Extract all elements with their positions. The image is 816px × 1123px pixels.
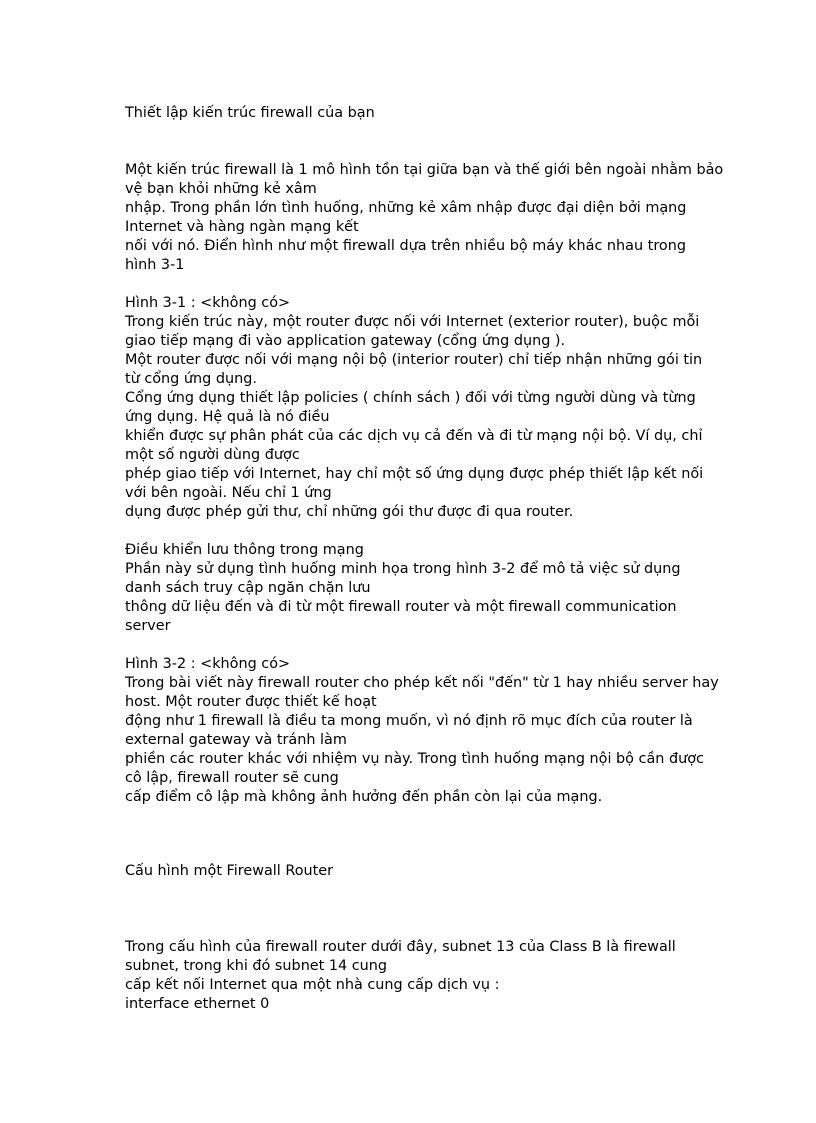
text-line: danh sách truy cập ngăn chặn lưu bbox=[125, 580, 371, 596]
text-line: phiền các router khác với nhiệm vụ này. Trong tình huống mạng nội bộ cần được bbox=[125, 751, 704, 767]
text-line: từ cổng ứng dụng. bbox=[125, 371, 257, 387]
text-line: host. Một router được thiết kế hoạt bbox=[125, 694, 377, 710]
text-line: khiển được sự phân phát của các dịch vụ cả đến và đi từ mạng nội bộ. Ví dụ, chỉ bbox=[125, 428, 703, 444]
text-line: Phần này sử dụng tình huống minh họa trong hình 3-2 để mô tả việc sử dụng bbox=[125, 561, 681, 577]
text-line: một số người dùng được bbox=[125, 447, 300, 463]
text-line: động như 1 firewall là điều ta mong muốn, vì nó định rõ mục đích của router là bbox=[125, 713, 693, 729]
text-line: Cổng ứng dụng thiết lập policies ( chính sách ) đối với từng người dùng và từng bbox=[125, 390, 696, 406]
text-line: server bbox=[125, 618, 171, 634]
text-line: Một kiến trúc firewall là 1 mô hình tồn tại giữa bạn và thế giới bên ngoài nhằm bảo bbox=[125, 162, 724, 178]
text-line: Trong bài viết này firewall router cho phép kết nối "đến" từ 1 hay nhiều server hay bbox=[125, 675, 719, 691]
text-line: cấp điểm cô lập mà không ảnh hưởng đến phần còn lại của mạng. bbox=[125, 789, 603, 805]
text-line: nhập. Trong phần lớn tình huống, những kẻ xâm nhập được đại diện bởi mạng bbox=[125, 200, 687, 216]
text-line: cấp kết nối Internet qua một nhà cung cấp dịch vụ : bbox=[125, 977, 500, 993]
text-line: với bên ngoài. Nếu chỉ 1 ứng bbox=[125, 485, 332, 501]
text-line: nối với nó. Điển hình như một firewall dựa trên nhiều bộ máy khác nhau trong bbox=[125, 238, 686, 254]
text-line: thông dữ liệu đến và đi từ một firewall router và một firewall communication bbox=[125, 599, 677, 615]
section-heading: Cấu hình một Firewall Router bbox=[125, 863, 334, 879]
code-line: interface ethernet 0 bbox=[125, 996, 270, 1012]
text-line: Trong kiến trúc này, một router được nối với Internet (exterior router), buộc mỗi bbox=[125, 314, 700, 330]
text-line: Trong cấu hình của firewall router dưới đây, subnet 13 của Class B là firewall bbox=[125, 939, 676, 955]
text-line: external gateway và tránh làm bbox=[125, 732, 347, 748]
section-heading: Thiết lập kiến trúc firewall của bạn bbox=[125, 105, 375, 121]
figure-caption: Hình 3-1 : <không có> bbox=[125, 295, 291, 311]
text-line: subnet, trong khi đó subnet 14 cung bbox=[125, 958, 388, 974]
text-line: giao tiếp mạng đi vào application gateway (cổng ứng dụng ). bbox=[125, 333, 566, 349]
text-line: Internet và hàng ngàn mạng kết bbox=[125, 219, 359, 235]
text-line: ứng dụng. Hệ quả là nó điều bbox=[125, 409, 330, 425]
text-line: phép giao tiếp với Internet, hay chỉ một số ứng dụng được phép thiết lập kết nối bbox=[125, 466, 704, 482]
text-line: dụng được phép gửi thư, chỉ những gói thư được đi qua router. bbox=[125, 504, 574, 520]
text-line: vệ bạn khỏi những kẻ xâm bbox=[125, 181, 317, 197]
text-line: hình 3-1 bbox=[125, 257, 185, 273]
subsection-heading: Điều khiển lưu thông trong mạng bbox=[125, 542, 364, 558]
text-line: cô lập, firewall router sẽ cung bbox=[125, 770, 339, 786]
text-line: Một router được nối với mạng nội bộ (interior router) chỉ tiếp nhận những gói tin bbox=[125, 352, 703, 368]
figure-caption: Hình 3-2 : <không có> bbox=[125, 656, 291, 672]
